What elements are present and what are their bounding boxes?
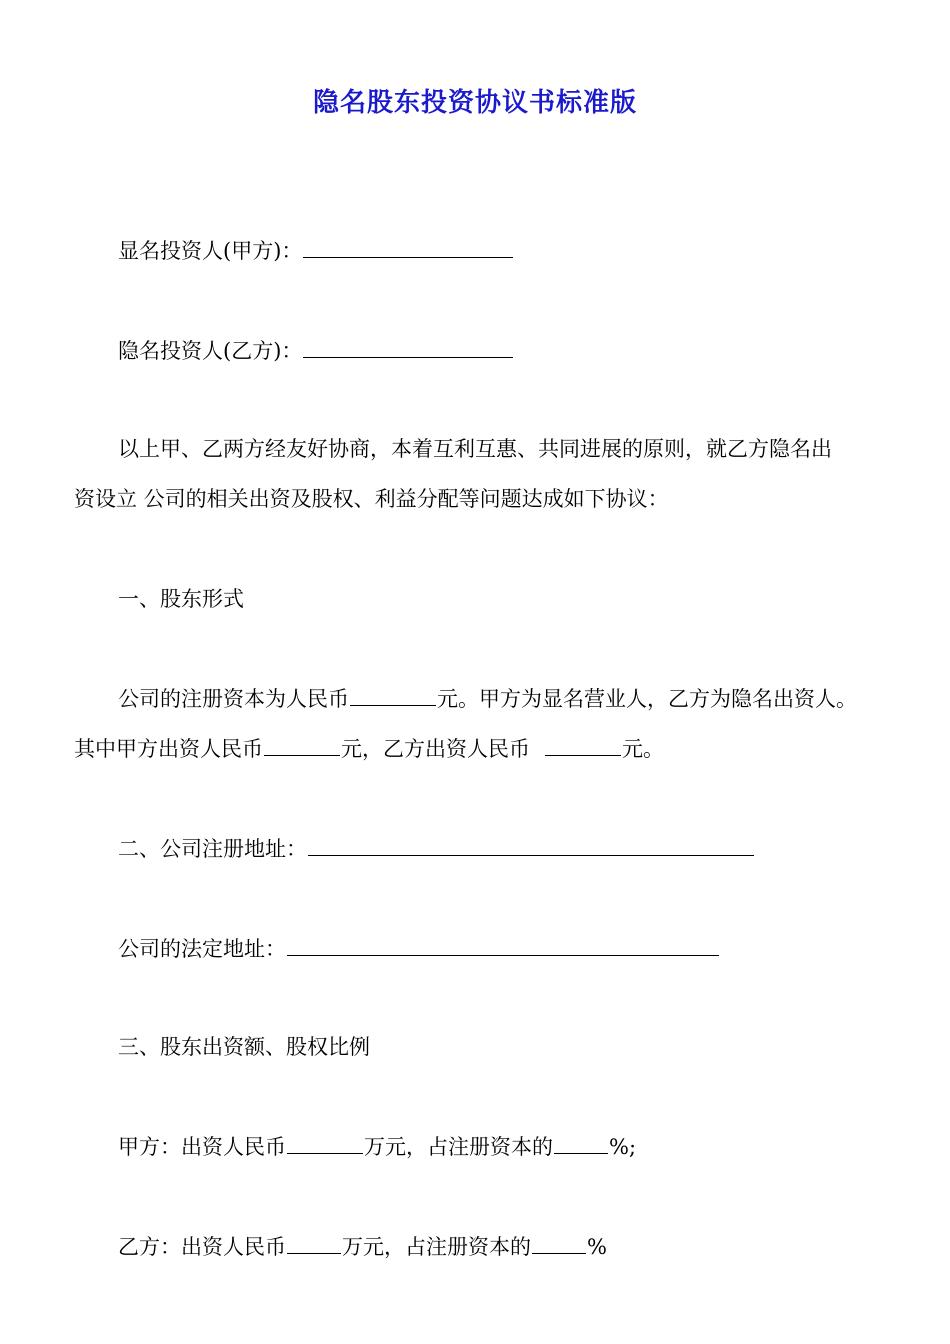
party-a-contribution-text-c: %; (609, 1135, 637, 1159)
section-2-heading: 二、公司注册地址： (118, 837, 307, 861)
party-a-name-blank[interactable] (303, 237, 513, 258)
legal-address-line (118, 934, 720, 964)
party-a-amount-blank[interactable] (287, 1133, 363, 1154)
capital-line-2-text-c: 元。 (622, 737, 664, 761)
party-b-contribution-line (118, 1232, 607, 1262)
party-b-capital-blank[interactable] (545, 735, 621, 756)
party-b-line (118, 336, 514, 366)
party-b-contribution-text-b: 万元，占注册资本的 (342, 1235, 531, 1259)
capital-line-2-text-a: 其中甲方出资人民币 (74, 737, 263, 761)
legal-address-label: 公司的法定地址： (118, 937, 286, 961)
party-b-percent-blank[interactable] (532, 1233, 586, 1254)
party-a-percent-blank[interactable] (554, 1133, 608, 1154)
party-b-contribution-text-c: % (587, 1235, 607, 1259)
party-a-label: 显名投资人(甲方)： (118, 239, 303, 263)
party-b-amount-blank[interactable] (287, 1233, 341, 1254)
party-b-contribution-text-a: 乙方：出资人民币 (118, 1235, 286, 1259)
party-a-contribution-text-b: 万元，占注册资本的 (364, 1135, 553, 1159)
section-3-heading: 三、股东出资额、股权比例 (118, 1035, 370, 1059)
section-2-line (118, 834, 755, 864)
party-b-label: 隐名投资人(乙方)： (118, 339, 303, 363)
section-1-heading: 一、股东形式 (118, 587, 244, 611)
capital-line-2 (74, 734, 664, 764)
party-a-line (118, 236, 514, 266)
party-b-name-blank[interactable] (303, 337, 513, 358)
legal-address-blank[interactable] (287, 935, 719, 956)
party-a-contribution-line (118, 1132, 636, 1162)
capital-line-1 (118, 684, 857, 714)
intro-line-1: 以上甲、乙两方经友好协商，本着互利互惠、共同进展的原则，就乙方隐名出 (118, 437, 832, 461)
capital-line-1-text-b: 元。甲方为显名营业人，乙方为隐名出资人。 (437, 687, 857, 711)
capital-line-1-text-a: 公司的注册资本为人民币 (118, 687, 349, 711)
registered-capital-blank[interactable] (350, 685, 436, 706)
document-title: 隐名股东投资协议书标准版 (312, 88, 637, 118)
party-a-contribution-text-a: 甲方：出资人民币 (118, 1135, 286, 1159)
party-a-capital-blank[interactable] (264, 735, 340, 756)
registered-address-blank[interactable] (308, 835, 754, 856)
capital-line-2-text-b: 元，乙方出资人民币 (341, 737, 530, 761)
intro-line-2: 资设立 公司的相关出资及股权、利益分配等问题达成如下协议： (74, 487, 669, 511)
